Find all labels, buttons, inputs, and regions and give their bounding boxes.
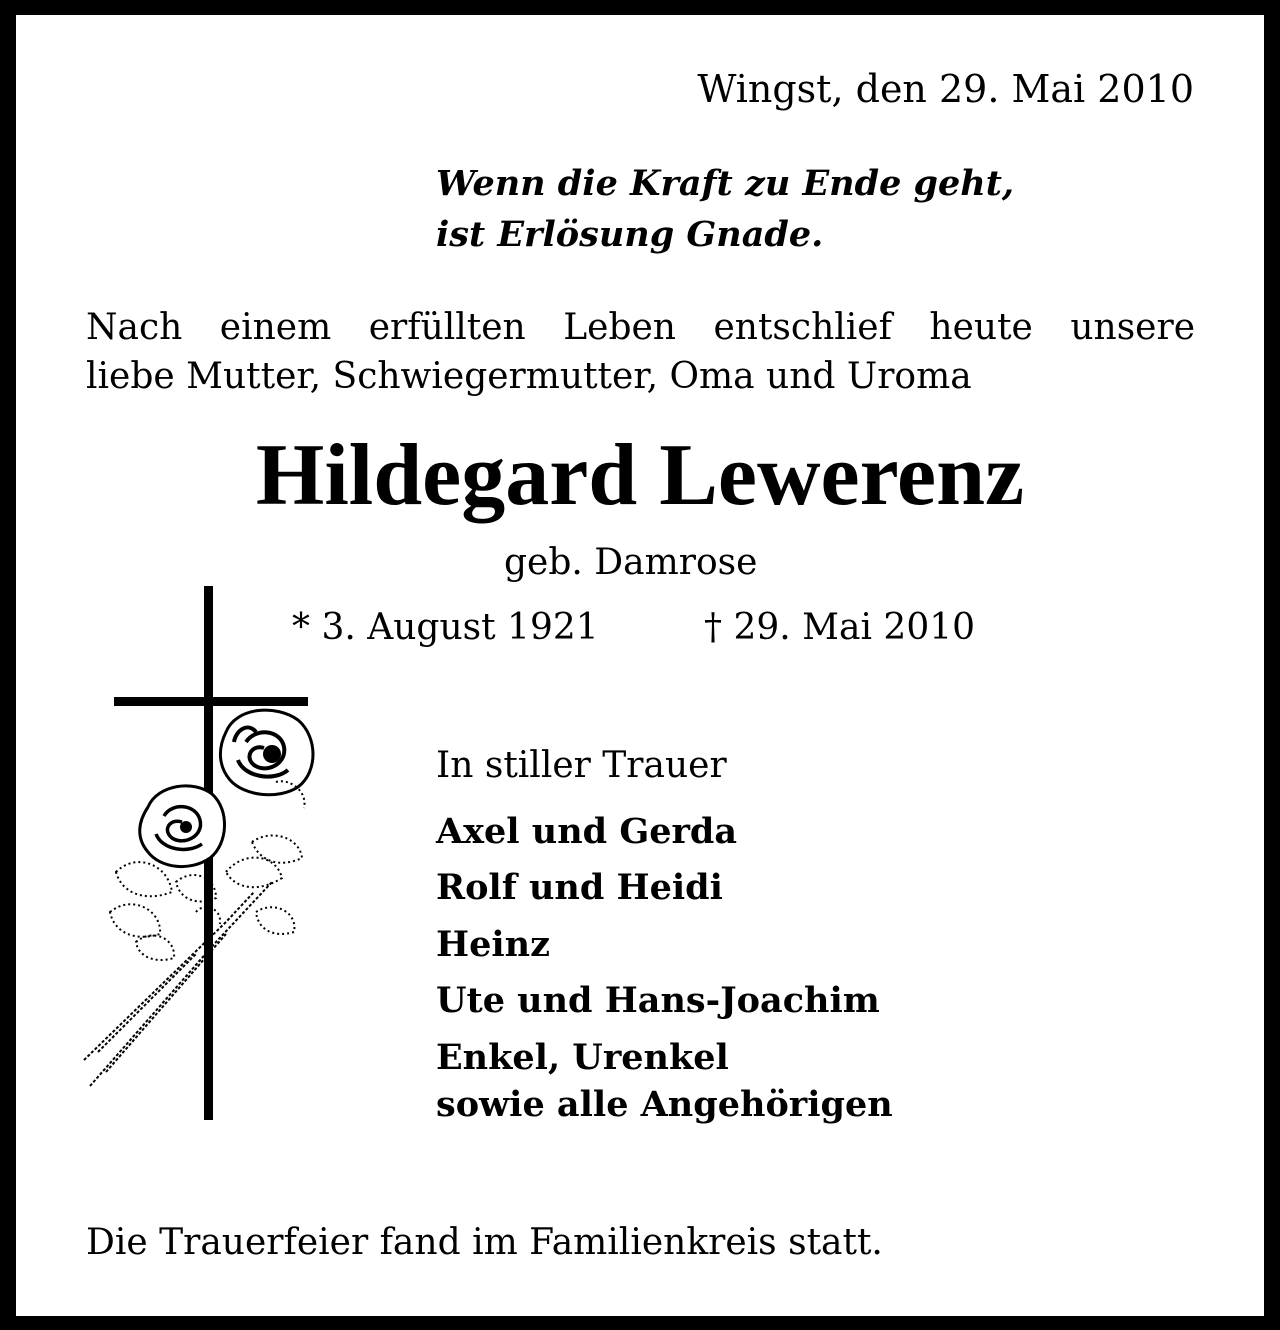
mourner-line: Ute und Hans-Joachim bbox=[436, 980, 880, 1021]
mourner-line: Heinz bbox=[436, 924, 550, 965]
intro-line-1: Nach einem erfüllten Leben entschlief heute unsere bbox=[86, 307, 1195, 348]
mourner-line: Axel und Gerda bbox=[436, 811, 738, 852]
mourner-line: Rolf und Heidi bbox=[436, 867, 723, 908]
motto-line-1: Wenn die Kraft zu Ende geht, bbox=[436, 163, 1015, 204]
mourner-line: sowie alle Angehörigen bbox=[436, 1084, 893, 1125]
motto-line-2: ist Erlösung Gnade. bbox=[436, 214, 824, 255]
cross-with-roses-icon bbox=[76, 582, 326, 1127]
funeral-note: Die Trauerfeier fand im Familienkreis statt. bbox=[86, 1222, 883, 1263]
mourning-heading: In stiller Trauer bbox=[436, 745, 727, 786]
maiden-name: geb. Damrose bbox=[504, 542, 758, 583]
mourner-line: Enkel, Urenkel bbox=[436, 1037, 729, 1078]
birth-date: * 3. August 1921 bbox=[292, 607, 599, 648]
intro-line-2: liebe Mutter, Schwiegermutter, Oma und Uroma bbox=[86, 356, 972, 397]
place-date: Wingst, den 29. Mai 2010 bbox=[697, 67, 1194, 111]
death-date: † 29. Mai 2010 bbox=[704, 607, 976, 648]
deceased-name: Hildegard Lewerenz bbox=[255, 427, 1025, 524]
